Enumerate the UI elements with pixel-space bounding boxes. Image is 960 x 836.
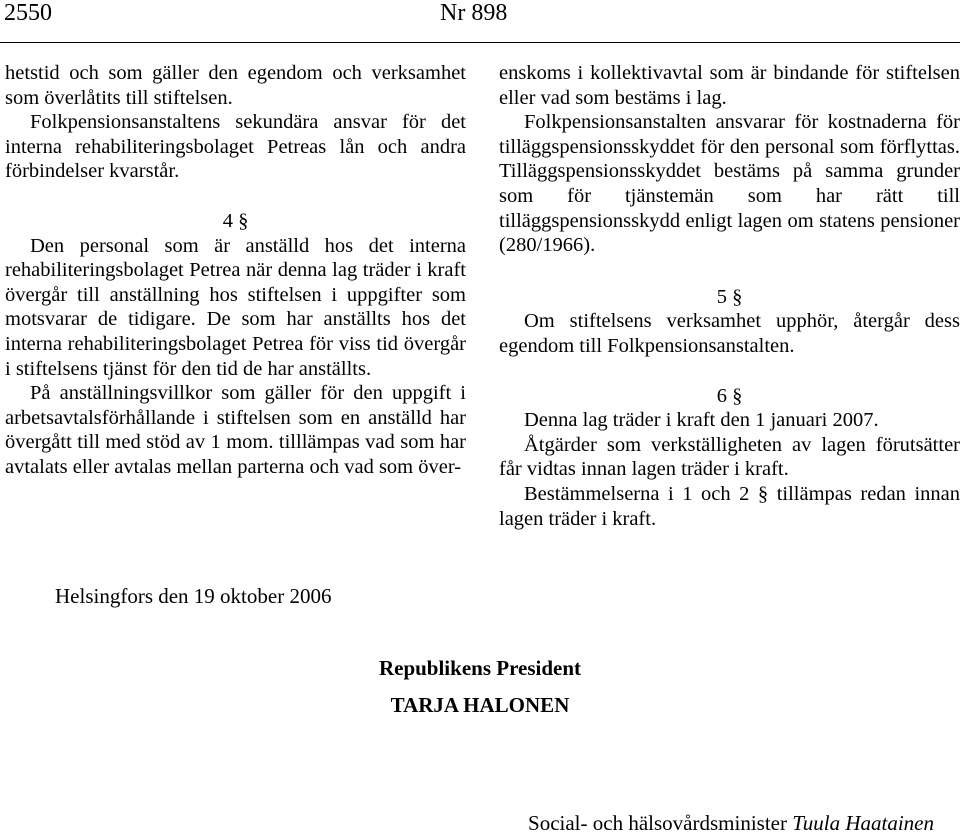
president-name: TARJA HALONEN	[390, 693, 570, 717]
left-column	[5, 61, 466, 480]
issue-number: Nr 898	[440, 0, 508, 26]
header-divider	[0, 42, 960, 43]
president-title: Republikens President	[378, 656, 582, 680]
paragraph: Åtgärder som verkställigheten av lagen förutsätter får vidtas innan lagen träder i kraft.	[499, 433, 960, 481]
place-and-date: Helsingfors den 19 oktober 2006	[55, 584, 332, 608]
section-heading-6: 6 §	[716, 384, 743, 407]
paragraph: hetstid och som gäller den egendom och verksamhet som överlåtits till stiftelsen.	[5, 62, 466, 109]
paragraph: Den personal som är anställd hos det interna rehabiliteringsbolaget Petrea när denna lag träder i kraft övergår till anställning hos stiftelsen i uppgifter som motsvarar de tidigare. De som har anställts hos det interna rehabiliteringsbolaget Petrea för viss tid övergår i stiftelsens tjänst för den tid de har anställts.	[5, 234, 466, 380]
paragraph: Folkpensionsanstaltens sekundära ansvar för det interna rehabiliteringsbolaget Petreas lån och andra förbindelser kvarstår.	[5, 111, 466, 183]
minister-title: Social- och hälsovårdsminister	[528, 811, 787, 835]
minister-signature	[528, 810, 934, 836]
paragraph: På anställningsvillkor som gäller för den uppgift i arbetsavtalsförhållande i stiftelsen som en anställd har övergått till med stöd av 1 mom. tilllämpas vad som har avtalats eller avtalas mellan parterna och vad som över-	[5, 382, 466, 478]
paragraph: Om stiftelsens verksamhet upphör, återgår dess egendom till Folkpensionsanstalten.	[499, 310, 960, 357]
section-heading-5: 5 §	[716, 285, 743, 308]
paragraph: Denna lag träder i kraft den 1 januari 2007.	[524, 409, 879, 432]
paragraph: Folkpensionsanstalten ansvarar för kostnaderna för tilläggspensionsskyddet för den personal som förflyttas. Tilläggspensionsskyddet bestäms på samma grunder som för tjänstemän som har rätt till tilläggspensionsskydd enligt lagen om statens pensioner (280/1966).	[499, 111, 960, 257]
right-column	[499, 61, 960, 531]
paragraph: enskoms i kollektivavtal som är bindande för stiftelsen eller vad som bestäms i lag.	[499, 62, 960, 109]
paragraph: Bestämmelserna i 1 och 2 § tillämpas redan innan lagen träder i kraft.	[499, 482, 960, 530]
section-heading-4: 4 §	[222, 209, 249, 232]
page-number: 2550	[4, 0, 52, 26]
minister-name: Tuula Haatainen	[792, 811, 934, 835]
